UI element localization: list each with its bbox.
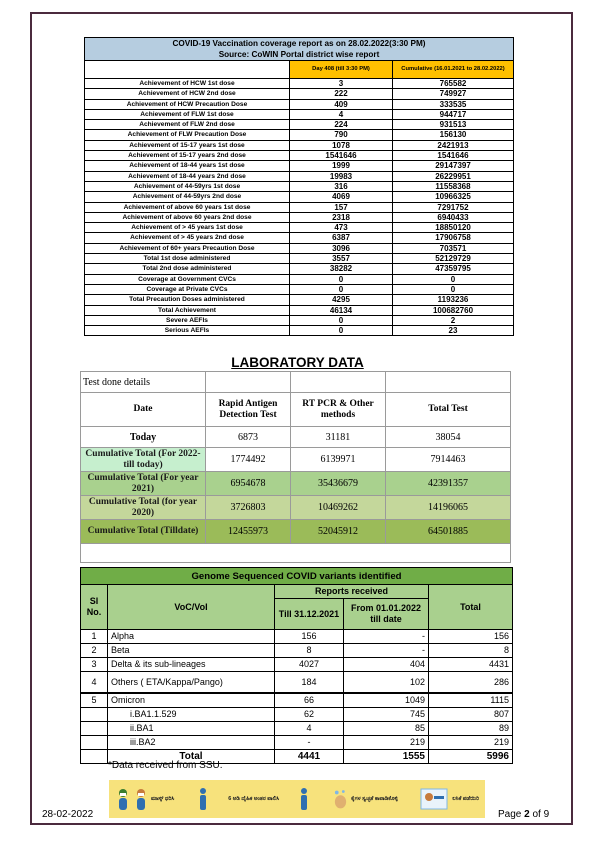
vaccination-day-value: 0 [290,284,393,294]
genome-total: 156 [429,630,513,644]
genome-from: 1049 [344,693,429,708]
lab-row-label: Cumulative Total (Tilldate) [81,520,206,544]
vaccination-row-label: Coverage at Government CVCs [85,274,290,284]
lab-cell: 3726803 [206,496,291,520]
genome-total: 219 [429,736,513,750]
vaccination-row-label: Achievement of 18-44 years 1st dose [85,161,290,171]
awareness-banner [109,780,485,818]
lab-cell: 64501885 [386,520,511,544]
vaccination-row-label: Achievement of FLW 2nd dose [85,120,290,130]
vaccination-row-label: Achievement of HCW Precaution Dose [85,99,290,109]
vaccination-day-value: 4295 [290,295,393,305]
genome-total: 4431 [429,658,513,672]
lab-cell: 6954678 [206,472,291,496]
blank-header [85,61,290,79]
vaccination-row [85,233,514,243]
vaccination-row-label: Achievement of 18-44 years 2nd dose [85,171,290,181]
mask-icon [115,786,130,812]
vaccination-day-value: 222 [290,89,393,99]
genome-sl: 1 [81,630,108,644]
vaccination-row-label: Achievement of > 45 years 2nd dose [85,233,290,243]
genome-sl-blank [81,750,108,764]
vaccination-row [85,181,514,191]
handwash-icon [333,786,348,812]
vaccination-cumulative-value: 6940433 [393,212,514,222]
genome-total: 89 [429,722,513,736]
genome-subvariant: i.BA1.1.529 [108,708,275,722]
vaccination-row [85,89,514,99]
genome-subrow [81,708,513,722]
page-current: 2 [524,809,530,820]
genome-total-label: Total [108,750,275,764]
genome-from: 102 [344,672,429,694]
banner-distance-group [196,786,312,812]
vaccination-cumulative-value: 156130 [393,130,514,140]
vaccination-day-value: 3096 [290,243,393,253]
genome-total: 1115 [429,693,513,708]
vaccination-day-value: 0 [290,315,393,325]
vaccination-cumulative-value: 931513 [393,120,514,130]
vaccination-cumulative-value: 47359795 [393,264,514,274]
lab-cell: 12455973 [206,520,291,544]
vaccination-cumulative-value: 1541646 [393,151,514,161]
vaccination-source: Source: CoWIN Portal district wise report [85,49,514,61]
vaccination-row-label: Total 2nd dose administered [85,264,290,274]
genome-sl: 3 [81,658,108,672]
genome-variant: Delta & its sub-lineages [108,658,275,672]
genome-till: 184 [275,672,344,694]
vaccination-row [85,140,514,150]
col-cumulative: Cumulative (16.01.2021 to 28.02.2022) [393,61,514,79]
vaccination-row-label: Achievement of above 60 years 2nd dose [85,212,290,222]
vaccination-row-label: Achievement of FLW Precaution Dose [85,130,290,140]
genome-from: 219 [344,736,429,750]
genome-total: 286 [429,672,513,694]
vaccination-row [85,243,514,253]
vaccination-row-label: Achievement of HCW 1st dose [85,79,290,89]
vaccination-row-label: Achievement of HCW 2nd dose [85,89,290,99]
vaccination-day-value: 1999 [290,161,393,171]
vaccination-row-label: Coverage at Private CVCs [85,284,290,294]
vaccine-icon [419,786,449,812]
page-prefix: Page [498,809,525,820]
vaccination-cumulative-value: 2 [393,315,514,325]
vaccination-table [84,37,514,336]
vaccination-row-label: Achievement of 15-17 years 1st dose [85,140,290,150]
genome-title: Genome Sequenced COVID variants identified [81,568,513,585]
banner-handwash-group [333,786,398,812]
genome-col-sl: Sl No. [81,585,108,630]
vaccination-day-value: 6387 [290,233,393,243]
genome-till: 4027 [275,658,344,672]
genome-till: 156 [275,630,344,644]
page-number [498,809,549,820]
vaccination-cumulative-value: 26229951 [393,171,514,181]
genome-total: 5996 [429,750,513,764]
vaccination-cumulative-value: 749927 [393,89,514,99]
vaccination-day-value: 224 [290,120,393,130]
genome-sl: 2 [81,644,108,658]
genome-from: 404 [344,658,429,672]
genome-table [80,567,513,764]
lab-cell: 35436679 [291,472,386,496]
genome-row [81,693,513,708]
vaccination-row [85,130,514,140]
vaccination-cumulative-value: 7291752 [393,202,514,212]
genome-from: 745 [344,708,429,722]
vaccination-day-value: 1078 [290,140,393,150]
vaccination-day-value: 2318 [290,212,393,222]
vaccination-cumulative-value: 0 [393,274,514,284]
vaccination-row [85,326,514,336]
vaccination-cumulative-value: 29147397 [393,161,514,171]
genome-subvariant: iii.BA2 [108,736,275,750]
genome-row [81,658,513,672]
lab-header-rtpcr: RT PCR & Other methods [291,393,386,427]
lab-cell: 1774492 [206,448,291,472]
vaccination-row [85,109,514,119]
vaccination-row [85,151,514,161]
vaccination-row [85,202,514,212]
lab-row-label: Cumulative Total (For 2022- till today) [81,448,206,472]
vaccination-day-value: 1541646 [290,151,393,161]
vaccination-cumulative-value: 333535 [393,99,514,109]
vaccination-row [85,192,514,202]
lab-cell: 10469262 [291,496,386,520]
vaccination-row-label: Total Precaution Doses administered [85,295,290,305]
genome-col-till: Till 31.12.2021 [275,599,344,630]
genome-col-voc: VoC/VoI [108,585,275,630]
vaccination-row-label: Achievement of > 45 years 1st dose [85,223,290,233]
banner-text: 6 ಅಡಿ ದೈಹಿಕ ಅಂತರ ಪಾಲಿಸಿ [228,795,280,802]
vaccination-row-label: Achievement of above 60 years 1st dose [85,202,290,212]
laboratory-table [80,371,511,563]
genome-till: 8 [275,644,344,658]
lab-cell: 38054 [386,427,511,448]
genome-row [81,630,513,644]
vaccination-day-value: 46134 [290,305,393,315]
banner-text: ಕೈಗಳ ಸ್ವಚ್ಛತೆ ಕಾಪಾಡಿಕೊಳ್ಳಿ [351,795,398,802]
vaccination-cumulative-value: 11558368 [393,181,514,191]
genome-row [81,644,513,658]
lab-cell: 31181 [291,427,386,448]
genome-sl-blank [81,708,108,722]
genome-till: 62 [275,708,344,722]
banner-text: ಲಸಿಕೆ ಪಡೆಯಿರಿ [452,795,479,802]
genome-variant: Others ( ETA/Kappa/Pango) [108,672,275,694]
lab-header-total: Total Test [386,393,511,427]
vaccination-row-label: Achievement of 60+ years Precaution Dose [85,243,290,253]
vaccination-row-label: Achievement of 44-59yrs 1st dose [85,181,290,191]
vaccination-day-value: 157 [290,202,393,212]
lab-row-label: Cumulative Total (for year 2020) [81,496,206,520]
lab-header-date: Date [81,393,206,427]
lab-header-rat: Rapid Antigen Detection Test [206,393,291,427]
vaccination-row [85,305,514,315]
vaccination-row [85,254,514,264]
genome-from: 1555 [344,750,429,764]
vaccination-day-value: 3557 [290,254,393,264]
vaccination-cumulative-value: 17906758 [393,233,514,243]
mask-icon [133,786,148,812]
vaccination-day-value: 38282 [290,264,393,274]
lab-row-label: Cumulative Total (For year 2021) [81,472,206,496]
genome-total: 807 [429,708,513,722]
banner-mask-group [115,786,174,812]
vaccination-day-value: 409 [290,99,393,109]
vaccination-row [85,264,514,274]
vaccination-title: COVID-19 Vaccination coverage report as on 28.02.2022(3:30 PM) [85,38,514,50]
vaccination-cumulative-value: 18850120 [393,223,514,233]
lab-cell: 52045912 [291,520,386,544]
vaccination-row-label: Total 1st dose administered [85,254,290,264]
person-icon [297,786,312,812]
vaccination-cumulative-value: 52129729 [393,254,514,264]
banner-vaccine-group [419,786,479,812]
vaccination-day-value: 0 [290,274,393,284]
vaccination-cumulative-value: 1193236 [393,295,514,305]
page-suffix: of 9 [529,809,550,820]
vaccination-row-label: Achievement of 44-59yrs 2nd dose [85,192,290,202]
vaccination-row-label: Total Achievement [85,305,290,315]
genome-from: - [344,630,429,644]
vaccination-day-value: 3 [290,79,393,89]
vaccination-day-value: 19983 [290,171,393,181]
genome-till: 4441 [275,750,344,764]
vaccination-row [85,295,514,305]
vaccination-cumulative-value: 0 [393,284,514,294]
vaccination-day-value: 473 [290,223,393,233]
vaccination-cumulative-value: 2421913 [393,140,514,150]
lab-row-label: Today [81,427,206,448]
genome-till: 4 [275,722,344,736]
genome-subrow [81,722,513,736]
lab-cell: 6873 [206,427,291,448]
genome-col-total: Total [429,585,513,630]
col-day: Day 408 (till 3:30 PM) [290,61,393,79]
vaccination-row [85,212,514,222]
genome-subvariant: ii.BA1 [108,722,275,736]
genome-col-from: From 01.01.2022 till date [344,599,429,630]
vaccination-row [85,315,514,325]
vaccination-row [85,284,514,294]
footnote: *Data received from SSU. [108,760,223,771]
vaccination-row [85,274,514,284]
genome-till: 66 [275,693,344,708]
vaccination-cumulative-value: 23 [393,326,514,336]
vaccination-row-label: Serious AEFIs [85,326,290,336]
vaccination-day-value: 4069 [290,192,393,202]
vaccination-day-value: 790 [290,130,393,140]
genome-sl: 4 [81,672,108,694]
banner-text: ಮಾಸ್ಕ್ ಧರಿಸಿ [151,795,175,802]
genome-sl: 5 [81,693,108,708]
vaccination-row-label: Achievement of FLW 1st dose [85,109,290,119]
genome-variant: Omicron [108,693,275,708]
vaccination-day-value: 316 [290,181,393,191]
genome-till: - [275,736,344,750]
vaccination-cumulative-value: 703571 [393,243,514,253]
vaccination-row-label: Severe AEFIs [85,315,290,325]
genome-sl-blank [81,736,108,750]
lab-cell: 14196065 [386,496,511,520]
genome-variant: Alpha [108,630,275,644]
vaccination-day-value: 4 [290,109,393,119]
genome-from: 85 [344,722,429,736]
vaccination-day-value: 0 [290,326,393,336]
vaccination-row [85,99,514,109]
genome-sl-blank [81,722,108,736]
vaccination-row [85,79,514,89]
lab-cell: 6139971 [291,448,386,472]
person-icon [196,786,211,812]
vaccination-row [85,120,514,130]
vaccination-cumulative-value: 10966325 [393,192,514,202]
vaccination-row [85,161,514,171]
lab-subtitle: Test done details [81,372,206,393]
genome-variant: Beta [108,644,275,658]
vaccination-row [85,171,514,181]
genome-subrow [81,736,513,750]
genome-from: - [344,644,429,658]
laboratory-title: LABORATORY DATA [231,355,364,370]
lab-cell: 42391357 [386,472,511,496]
genome-row [81,672,513,694]
vaccination-cumulative-value: 944717 [393,109,514,119]
genome-col-reports: Reports received [275,585,429,599]
genome-total: 8 [429,644,513,658]
footer-date: 28-02-2022 [42,809,94,820]
vaccination-cumulative-value: 765582 [393,79,514,89]
lab-cell: 7914463 [386,448,511,472]
vaccination-row [85,223,514,233]
vaccination-cumulative-value: 100682760 [393,305,514,315]
vaccination-row-label: Achievement of 15-17 years 2nd dose [85,151,290,161]
